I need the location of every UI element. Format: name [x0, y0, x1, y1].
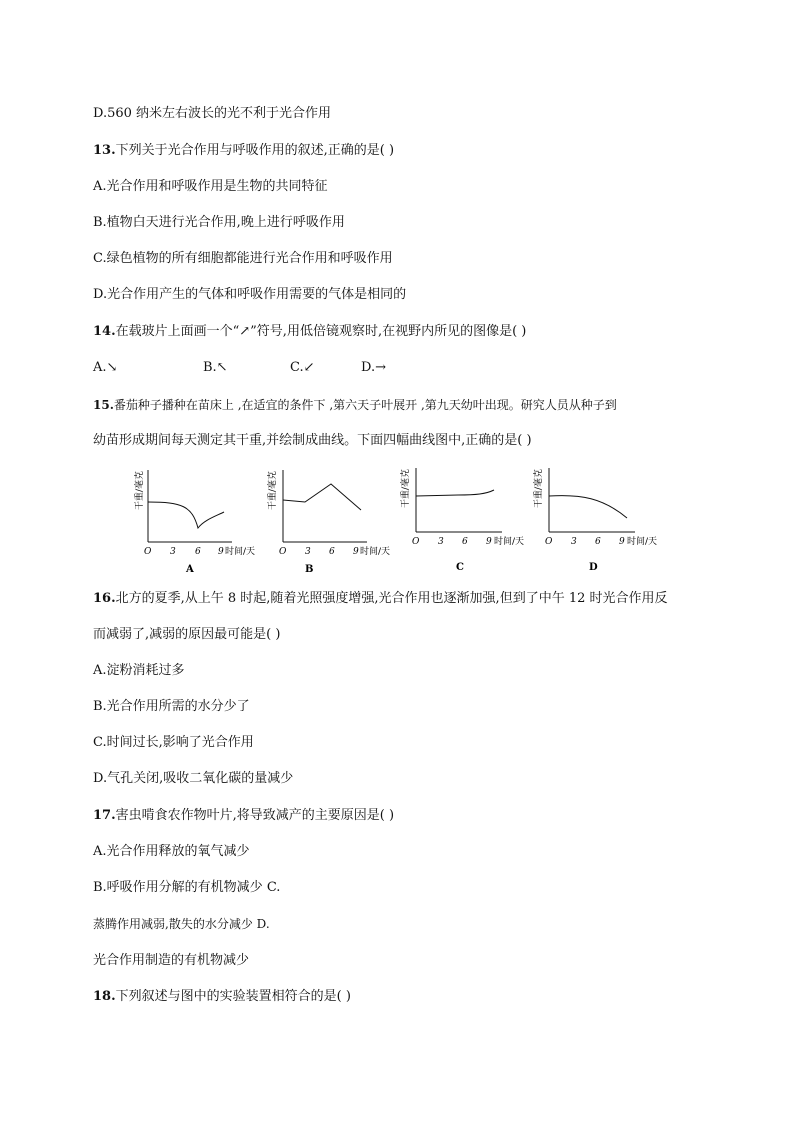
q17-option-c: 蒸腾作用减弱,散失的水分减少 D. [93, 917, 270, 931]
q15-graph-a [132, 462, 262, 574]
svg-text:时间/天: 时间/天 [225, 547, 256, 557]
q16-stem-line1 [93, 590, 668, 608]
q14-option-d: D.→ [361, 360, 386, 375]
q17-number: 17. [93, 808, 116, 823]
graph-d-caption: D [589, 562, 598, 573]
svg-text:9: 9 [486, 537, 492, 547]
q14-number: 14. [93, 324, 116, 339]
graph-b-ylabel: 干重/毫克 [268, 470, 278, 510]
q13-stem-text: 下列关于光合作用与呼吸作用的叙述,正确的是( ) [115, 143, 395, 158]
svg-text:6: 6 [462, 537, 468, 547]
graph-b-curve [283, 484, 361, 510]
q16-number: 16. [93, 591, 116, 606]
svg-text:O: O [144, 547, 152, 557]
svg-text:O: O [279, 547, 287, 557]
q14-stem [93, 323, 526, 341]
q14-options [93, 359, 593, 377]
svg-text:3: 3 [170, 547, 176, 557]
q17-option-b: B.呼吸作用分解的有机物减少 C. [93, 880, 281, 895]
q13-option-c: C.绿色植物的所有细胞都能进行光合作用和呼吸作用 [93, 251, 393, 266]
q18-stem [93, 988, 351, 1006]
q17-stem-text: 害虫啃食农作物叶片,将导致减产的主要原因是( ) [115, 808, 395, 823]
q17-stem [93, 807, 394, 825]
q17-option-d: 光合作用制造的有机物减少 [93, 953, 250, 968]
svg-text:O: O [545, 537, 553, 547]
graph-c-ylabel: 干重/毫克 [401, 468, 411, 508]
graph-c-curve [416, 490, 494, 496]
q16-option-d: D.气孔关闭,吸收二氧化碳的量减少 [93, 771, 294, 786]
svg-text:9: 9 [353, 547, 359, 557]
q13-option-a: A.光合作用和呼吸作用是生物的共同特征 [93, 179, 328, 194]
q16-option-c: C.时间过长,影响了光合作用 [93, 735, 254, 750]
q16-stem-text1: 北方的夏季,从上午 8 时起,随着光照强度增强,光合作用也逐渐加强,但到了中午 12 时光合作用反 [115, 591, 668, 606]
q15-number: 15. [93, 398, 114, 412]
graph-a-ylabel: 干重/毫克 [135, 470, 145, 510]
q14-option-c: C.↙ [290, 360, 315, 375]
q14-stem-text: 在载玻片上面画一个“↗”符号,用低倍镜观察时,在视野内所见的图像是( ) [115, 324, 527, 339]
svg-text:9: 9 [218, 547, 224, 557]
graph-b-caption: B [305, 564, 314, 575]
svg-text:3: 3 [305, 547, 311, 557]
q13-option-d: D.光合作用产生的气体和呼吸作用需要的气体是相同的 [93, 287, 407, 302]
q18-stem-text: 下列叙述与图中的实验装置相符合的是( ) [115, 989, 351, 1004]
svg-text:时间/天: 时间/天 [360, 547, 391, 557]
q15-stem-text1: 番茄种子播种在苗床上 ,在适宜的条件下 ,第六天子叶展开 ,第九天幼叶出现。研究人员从种子到 [113, 398, 617, 412]
q13-option-b: B.植物白天进行光合作用,晚上进行呼吸作用 [93, 215, 345, 230]
q15-graph-d [531, 462, 661, 574]
svg-text:6: 6 [329, 547, 335, 557]
q15-graph-b [265, 462, 395, 574]
q18-number: 18. [93, 989, 116, 1004]
q12-option-d: D.560 纳米左右波长的光不利于光合作用 [93, 106, 332, 121]
q13-stem [93, 142, 394, 160]
graph-d-ylabel: 干重/毫克 [534, 468, 544, 508]
svg-text:3: 3 [438, 537, 444, 547]
q17-option-a: A.光合作用释放的氧气减少 [93, 844, 250, 859]
q14-option-b: B.↖ [203, 360, 228, 375]
q15-stem-line2: 幼苗形成期间每天测定其干重,并绘制成曲线。下面四幅曲线图中,正确的是( ) [93, 433, 532, 448]
q16-stem-line2: 而减弱了,减弱的原因最可能是( ) [93, 627, 281, 642]
graph-d-curve [549, 496, 627, 518]
graph-a-curve [148, 502, 224, 528]
svg-text:时间/天: 时间/天 [627, 537, 658, 547]
svg-text:9: 9 [619, 537, 625, 547]
svg-text:时间/天: 时间/天 [494, 537, 525, 547]
q15-stem-line1 [93, 396, 617, 414]
svg-text:3: 3 [571, 537, 577, 547]
svg-text:6: 6 [595, 537, 601, 547]
q13-number: 13. [93, 143, 116, 158]
graph-c-caption: C [456, 562, 464, 573]
q14-option-a: A.↘ [93, 360, 118, 375]
graph-a-caption: A [186, 564, 194, 575]
q16-option-a: A.淀粉消耗过多 [93, 663, 185, 678]
q15-graph-c [398, 462, 528, 574]
svg-text:O: O [412, 537, 420, 547]
svg-text:6: 6 [195, 547, 201, 557]
q16-option-b: B.光合作用所需的水分少了 [93, 699, 250, 714]
